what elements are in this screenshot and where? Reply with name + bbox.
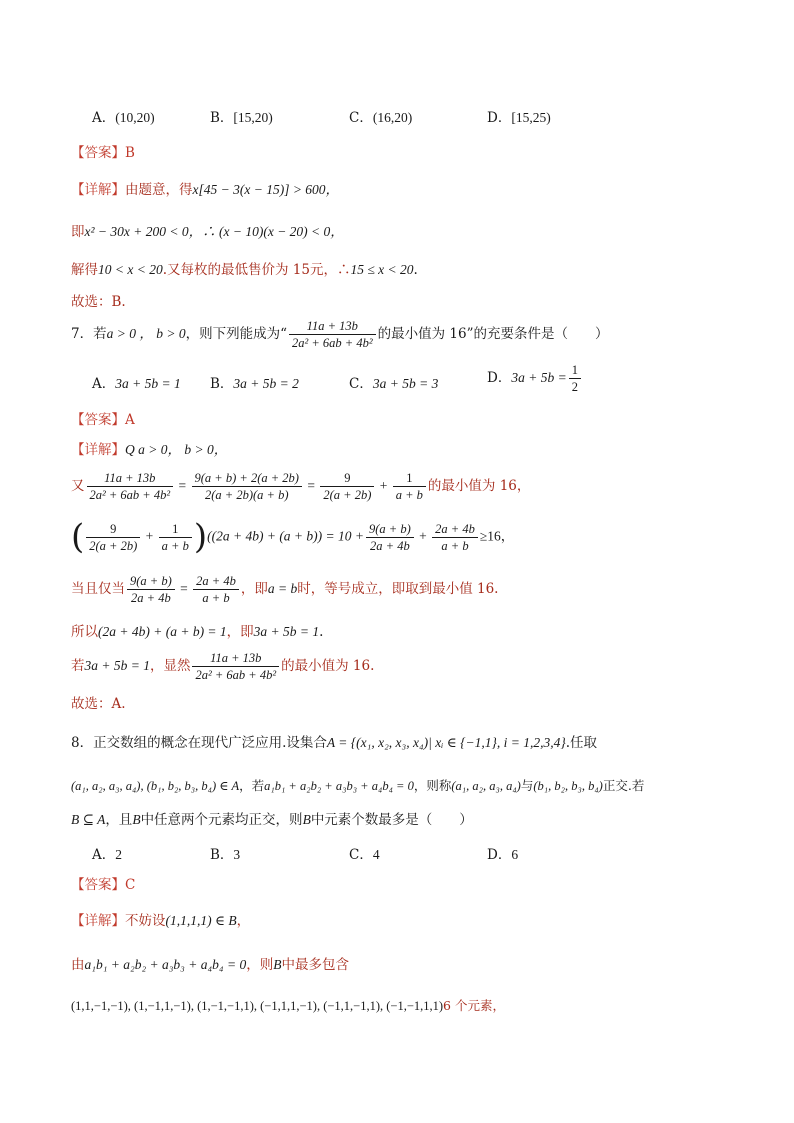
q8-stem-line-3: B ⊆ A，且B中任意两个元素均正交，则B中元素个数最多是（ ）	[71, 812, 473, 828]
q7-stem: 7．若a > 0 ， b > 0，则下列能成为“ $\frac{11a + 13b}{\text{2a² + 6ab + 4b²}}$ 的最小值为 16”的充要条件是（ ）	[71, 319, 609, 350]
q7-detail-line-1: 【详解】Q a > 0， b > 0，	[71, 442, 228, 458]
q7-detail-line-5: 所以(2a + 4b) + (a + b) = 1，即3a + 5b = 1.	[71, 624, 324, 640]
q8-detail-line-3: (1,1,−1,−1), (1,−1,1,−1), (1,−1,−1,1), (−1,1,1,−1), (−1,1,−1,1), (−1,−1,1,1)6 个元素，	[71, 998, 505, 1013]
q7-detail-line-6: 若3a + 5b = 1，显然 $\frac{11a + 13b}{\text{2a² + 6ab + 4b²}}$ 的最小值为 16.	[71, 651, 375, 682]
q7-option-a: A．3a + 5b = 1	[92, 376, 181, 392]
q8-answer: 【答案】C	[71, 877, 136, 893]
q8-option-c: C．4	[349, 847, 380, 863]
q7-option-d: D．3a + 5b = $\frac{1}{2}$	[487, 362, 583, 395]
q7-answer: 【答案】A	[71, 412, 135, 428]
q7-option-b: B．3a + 5b = 2	[210, 376, 299, 392]
q6-option-d: D．[15,25)	[487, 110, 551, 126]
q6-option-c: C．(16,20)	[349, 110, 413, 126]
q8-stem-line-1: 8．正交数组的概念在现代广泛应用.设集合A = {(x₁, x₂, x₃, x₄)| xᵢ ∈ {−1,1}, i = 1,2,3,4}.任取	[71, 735, 598, 751]
q8-option-d: D．6	[487, 847, 519, 863]
q6-detail-line-1: 【详解】由题意，得x[45 − 3(x − 15)] > 600，	[71, 182, 340, 198]
q8-option-a: A．2	[92, 847, 122, 863]
q6-conclusion: 故选：B.	[71, 294, 126, 310]
q8-detail-line-2: 由a₁b₁ + a₂b₂ + a₃b₃ + a₄b₄ = 0，则B中最多包含	[71, 957, 349, 973]
q8-option-b: B．3	[210, 847, 241, 863]
q6-detail-line-3: 解得10 < x < 20.又每枚的最低售价为 15元，∴15 ≤ x < 20.	[71, 262, 418, 278]
q6-option-b: B．[15,20)	[210, 110, 273, 126]
q6-option-a: A．(10,20)	[92, 110, 155, 126]
q8-detail-line-1: 【详解】不妨设(1,1,1,1) ∈ B，	[71, 913, 251, 929]
q7-option-c: C．3a + 5b = 3	[349, 376, 439, 392]
q6-detail-line-2: 即x² − 30x + 200 < 0，∴ (x − 10)(x − 20) < 0，	[71, 224, 344, 240]
q7-detail-line-2: 又 $\frac{11a + 13b}{\text{2a² + 6ab + 4b²}}$ = $\frac{9(a + b) + 2(a + 2b)}{2(a + 2b)(a + b)}$ = $\frac{9}{2(a + 2b)}$ + $\frac{1}{a + b}$ 的最小值为 16，	[71, 471, 531, 502]
q7-detail-line-4: 当且仅当 $\frac{9(a + b)}{2a + 4b}$ = $\frac{2a + 4b}{a + b}$ ，即a = b时，等号成立，即取到最小值 16.	[71, 574, 499, 605]
q8-stem-line-2: (a₁, a₂, a₃, a₄), (b₁, b₂, b₃, b₄) ∈ A，若a₁b₁ + a₂b₂ + a₃b₃ + a₄b₄ = 0，则称(a₁, a₂, a₃, a₄)与(b₁, b₂, b₃, b₄)正交.若	[71, 778, 645, 793]
q7-detail-line-3: ( $\frac{9}{2(a + 2b)}$ + $\frac{1}{a + b}$ )((2a + 4b) + (a + b)) = 10 + $\frac{9(a + b)}{2a + 4b}$ + $\frac{2a + 4b}{a + b}$ ≥16，	[71, 517, 515, 557]
q6-answer: 【答案】B	[71, 145, 135, 161]
q7-conclusion: 故选：A.	[71, 696, 126, 712]
